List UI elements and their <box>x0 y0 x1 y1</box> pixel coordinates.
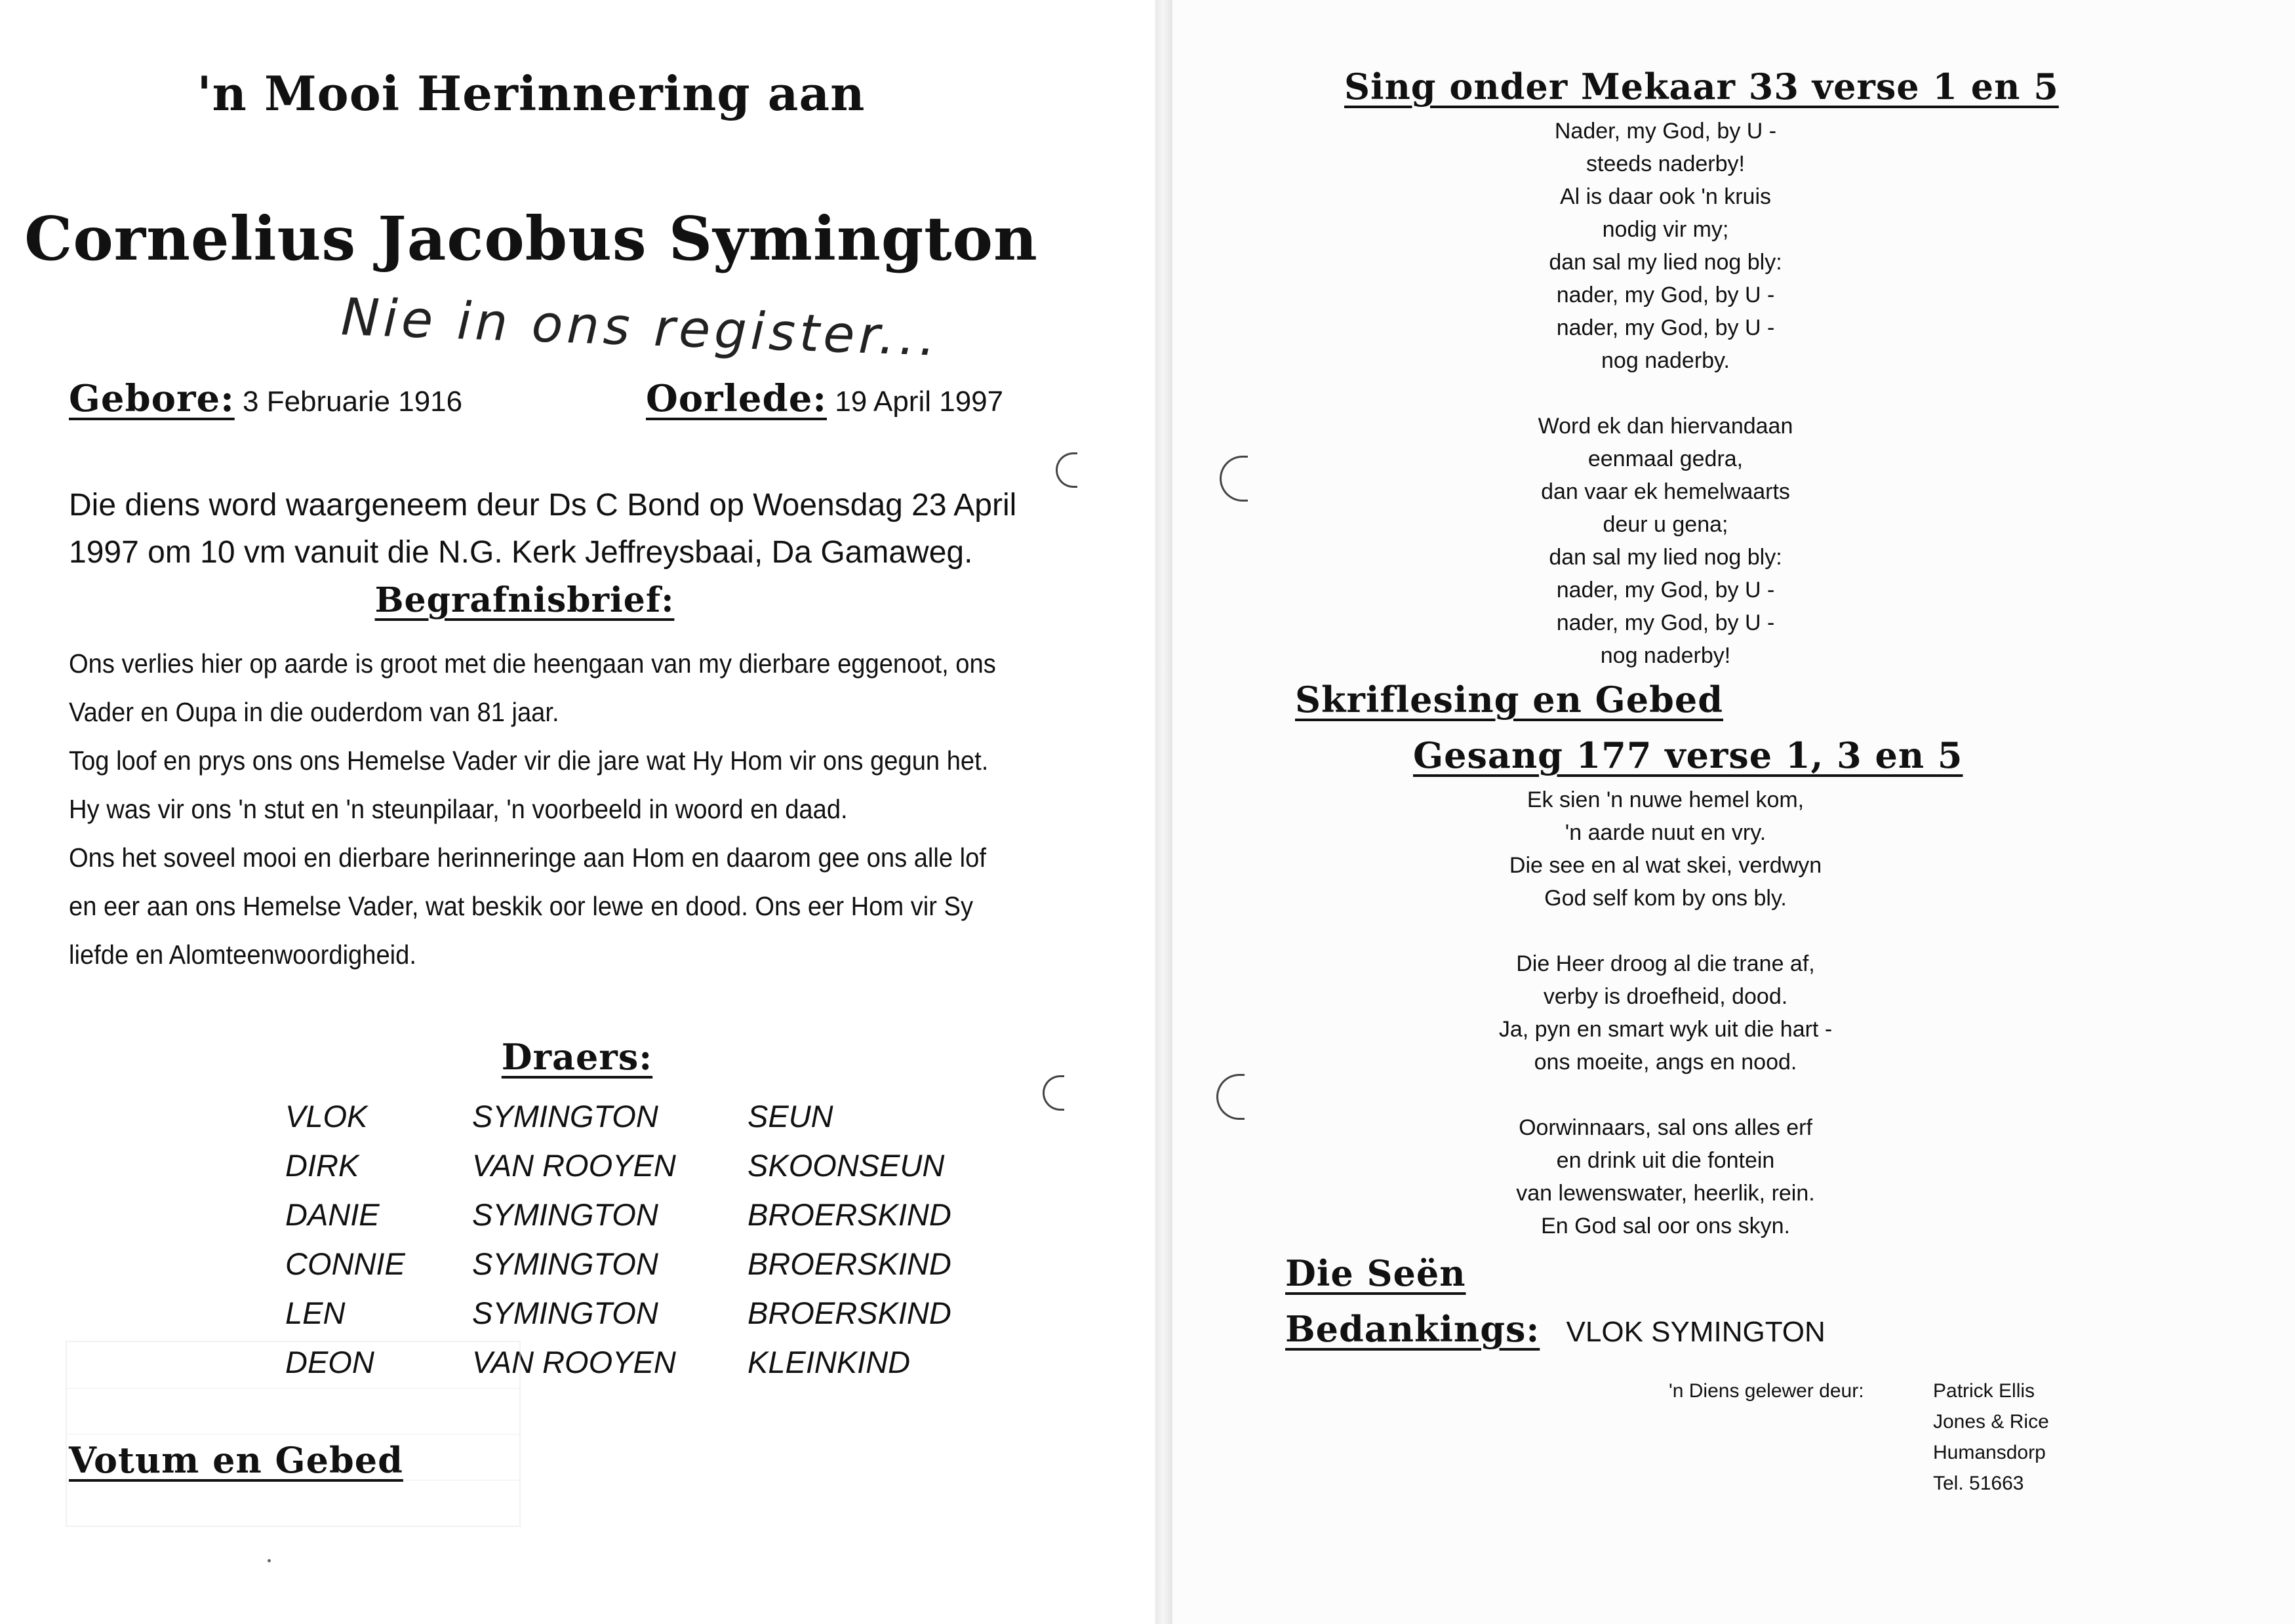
verse-line: nader, my God, by U - <box>1556 578 1775 603</box>
punch-hole <box>1220 456 1248 502</box>
bearer-first-name: CONNIE <box>285 1246 405 1281</box>
bearer-first-name: LEN <box>285 1296 346 1330</box>
verse-line: ons moeite, angs en nood. <box>1534 1050 1797 1075</box>
page-fold <box>1155 0 1172 1624</box>
letter-heading: Begrafnisbrief: <box>374 580 675 620</box>
verse-line: en drink uit die fontein <box>1556 1148 1775 1173</box>
hymn2-heading: Gesang 177 verse 1, 3 en 5 <box>1413 734 1963 776</box>
verse-line: Al is daar ook 'n kruis <box>1559 184 1772 209</box>
memorial-title: 'n Mooi Herinnering aan <box>197 66 866 121</box>
bearer-relation: KLEINKIND <box>748 1345 911 1379</box>
bearer-first-name: DANIE <box>285 1197 380 1232</box>
bearer-surname: VAN ROOYEN <box>472 1345 676 1379</box>
handwritten-note: Nie in ons register... <box>340 288 941 368</box>
verse-line: nader, my God, by U - <box>1556 315 1775 340</box>
bearer-row <box>285 1288 951 1337</box>
funeral-letter <box>69 639 1032 979</box>
deceased-name: Cornelius Jacobus Symington <box>24 203 1038 274</box>
bearer-first-name: DIRK <box>285 1148 359 1183</box>
died-label: Oorlede: <box>646 377 827 420</box>
verse-line: nog naderby! <box>1600 643 1731 668</box>
died-row <box>646 377 1003 420</box>
thanks-row <box>1285 1308 1826 1350</box>
undertaker-line: Jones & Rice <box>1933 1411 2049 1433</box>
thanks-label: Bedankings: <box>1285 1308 1540 1350</box>
born-row <box>69 377 462 420</box>
faint-stamp-box <box>66 1341 521 1527</box>
bearer-relation: BROERSKIND <box>748 1296 951 1330</box>
verse-gap <box>1410 1079 1921 1111</box>
died-date: 19 April 1997 <box>835 386 1004 418</box>
hymn2-verses <box>1410 783 1921 1242</box>
punch-hole <box>1043 1075 1064 1111</box>
bearer-relation: SEUN <box>748 1099 833 1134</box>
born-label: Gebore: <box>69 377 235 420</box>
verse-line: Ek sien 'n nuwe hemel kom, <box>1527 787 1805 812</box>
verse-line: nader, my God, by U - <box>1556 283 1775 307</box>
verse-line: Ja, pyn en smart wyk uit die hart - <box>1498 1017 1833 1042</box>
bearer-relation: BROERSKIND <box>748 1197 951 1232</box>
born-date: 3 Februarie 1916 <box>243 386 463 418</box>
letter-line: Vader en Oupa in die ouderdom van 81 jaar. <box>69 697 559 727</box>
bearer-row <box>285 1239 951 1288</box>
service-by-label: 'n Diens gelewer deur: <box>1669 1380 1864 1402</box>
bearer-surname: SYMINGTON <box>472 1246 658 1281</box>
verse-line: dan sal my lied nog bly: <box>1549 250 1782 275</box>
hymn1-verses <box>1429 115 1902 672</box>
bearer-surname: SYMINGTON <box>472 1296 658 1330</box>
bearer-row <box>285 1141 951 1190</box>
bearer-first-name: DEON <box>285 1345 374 1379</box>
verse-line: deur u gena; <box>1603 512 1728 537</box>
letter-line: liefde en Alomteenwoordigheid. <box>69 940 416 970</box>
bearer-first-name: VLOK <box>285 1099 368 1134</box>
verse-line: 'n aarde nuut en vry. <box>1565 820 1766 845</box>
verse-gap <box>1429 377 1902 410</box>
bearer-row <box>285 1190 951 1239</box>
verse-line: Die see en al wat skei, verdwyn <box>1509 853 1822 878</box>
verse-line: God self kom by ons bly. <box>1544 886 1787 911</box>
bearer-relation: SKOONSEUN <box>748 1148 945 1183</box>
verse-line: dan sal my lied nog bly: <box>1549 545 1782 570</box>
letter-line: Tog loof en prys ons ons Hemelse Vader vir die jare wat Hy Hom vir ons gegun het. <box>69 745 989 776</box>
votum-heading: Votum en Gebed <box>69 1439 403 1481</box>
hymn1-heading: Sing onder Mekaar 33 verse 1 en 5 <box>1344 66 2059 108</box>
letter-line: en eer aan ons Hemelse Vader, wat beskik oor lewe en dood. Ons eer Hom vir Sy <box>69 891 974 921</box>
letter-line: Ons verlies hier op aarde is groot met die heengaan van my dierbare eggenoot, ons <box>69 648 996 679</box>
bearers-heading: Draers: <box>501 1036 653 1078</box>
speck <box>268 1559 271 1562</box>
verse-line: Oorwinnaars, sal ons alles erf <box>1519 1115 1812 1140</box>
verse-line: Word ek dan hiervandaan <box>1538 414 1793 439</box>
bearer-row <box>285 1092 951 1141</box>
service-line: Die diens word waargeneem deur Ds C Bond op Woensdag 23 April <box>69 488 1017 523</box>
thanks-name: VLOK SYMINGTON <box>1566 1316 1826 1348</box>
verse-line: Nader, my God, by U - <box>1554 119 1777 144</box>
verse-line: nog naderby. <box>1601 348 1730 373</box>
verse-line: steeds naderby! <box>1586 151 1745 176</box>
verse-line: Die Heer droog al die trane af, <box>1516 951 1815 976</box>
letter-line: Hy was vir ons 'n stut en 'n steunpilaar, 'n voorbeeld in woord en daad. <box>69 794 848 824</box>
verse-line: verby is droefheid, dood. <box>1543 984 1788 1009</box>
undertaker-line: Humansdorp <box>1933 1442 2046 1463</box>
verse-line: van lewenswater, heerlik, rein. <box>1516 1181 1815 1206</box>
undertaker-line: Tel. 51663 <box>1933 1473 2024 1494</box>
verse-line: eenmaal gedra, <box>1587 446 1744 471</box>
blessing-heading: Die Seën <box>1285 1252 1466 1294</box>
bearer-surname: SYMINGTON <box>472 1099 658 1134</box>
bearer-surname: VAN ROOYEN <box>472 1148 676 1183</box>
service-line: 1997 om 10 vm vanuit die N.G. Kerk Jeffreysbaai, Da Gamaweg. <box>69 535 973 570</box>
bearer-surname: SYMINGTON <box>472 1197 658 1232</box>
letter-line: Ons het soveel mooi en dierbare herinneringe aan Hom en daarom gee ons alle lof <box>69 842 986 873</box>
reading-heading: Skriflesing en Gebed <box>1295 679 1723 721</box>
verse-gap <box>1410 915 1921 947</box>
verse-line: En God sal oor ons skyn. <box>1541 1214 1790 1238</box>
verse-line: nader, my God, by U - <box>1556 610 1775 635</box>
undertaker-line: Patrick Ellis <box>1933 1380 2035 1402</box>
service-details <box>69 482 1105 576</box>
verse-line: dan vaar ek hemelwaarts <box>1541 479 1790 504</box>
undertaker-block <box>1933 1376 2049 1499</box>
verse-line: nodig vir my; <box>1602 217 1729 242</box>
bearer-relation: BROERSKIND <box>748 1246 951 1281</box>
punch-hole <box>1216 1074 1245 1120</box>
